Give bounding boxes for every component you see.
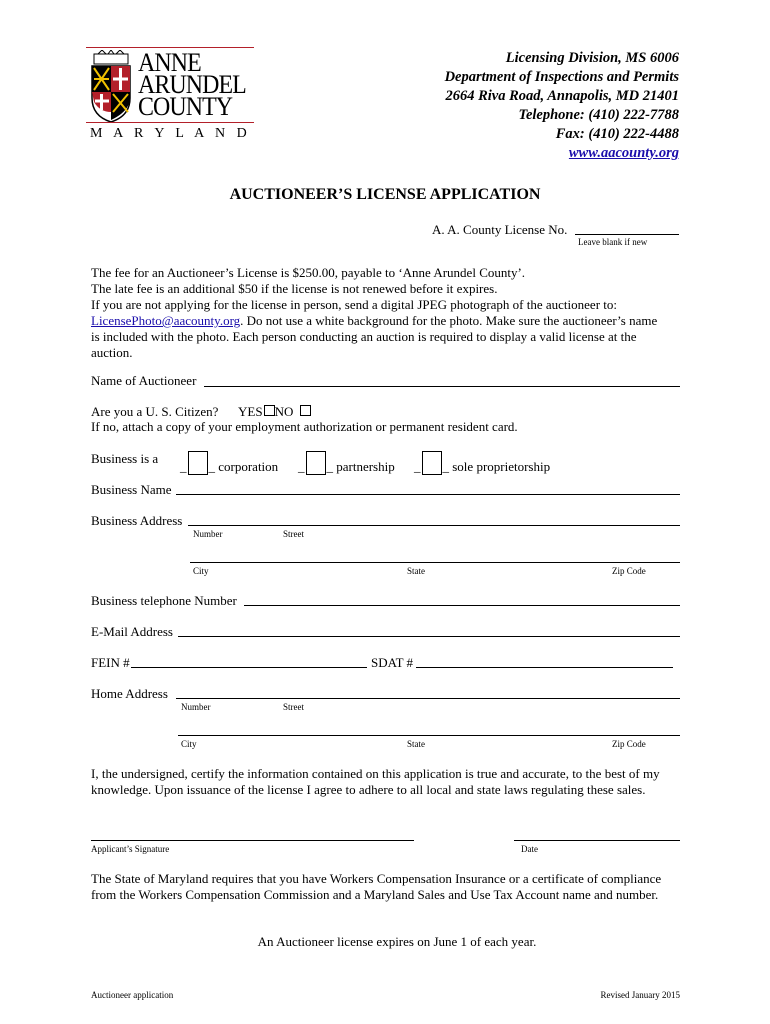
logo-line-county: COUNTY	[138, 92, 233, 121]
footer-left: Auctioneer application	[91, 990, 174, 1000]
license-no-label: A. A. County License No.	[432, 222, 568, 237]
auctioneer-name-field[interactable]	[204, 386, 680, 387]
email-label: E-Mail Address	[91, 624, 173, 639]
sole-proprietorship-label: sole proprietorship	[452, 459, 551, 474]
email-field[interactable]	[178, 636, 680, 637]
business-type-partnership: _ _ partnership	[298, 451, 395, 475]
citizen-question: Are you a U. S. Citizen?	[91, 404, 219, 419]
intro-late-fee: The late fee is an additional $50 if the license is not renewed before it expires.	[91, 281, 498, 296]
certification-line-1: I, the undersigned, certify the information contained on this application is true and accurate, to the best of my	[91, 766, 660, 781]
workers-comp-line-1: The State of Maryland requires that you have Workers Compensation Insurance or a certificate of compliance	[91, 871, 662, 886]
no-checkbox[interactable]	[300, 405, 311, 416]
intro-background: . Do not use a white background for the photo. Make sure the auctioneer’s name	[240, 313, 658, 328]
business-address-city-caption: City	[193, 566, 209, 576]
header-street: 2664 Riva Road, Annapolis, MD 21401	[445, 88, 679, 104]
auctioneer-name-label: Name of Auctioneer	[91, 373, 197, 388]
business-address-street-field[interactable]	[188, 525, 680, 526]
home-address-number-caption: Number	[181, 702, 211, 712]
date-caption: Date	[521, 844, 538, 854]
business-type-corporation: _ _ corporation	[180, 451, 278, 475]
business-address-label: Business Address	[91, 513, 183, 528]
header-department: Department of Inspections and Permits	[444, 69, 679, 85]
county-seal-icon	[88, 50, 134, 124]
corporation-checkbox[interactable]	[188, 451, 208, 475]
header-address	[279, 49, 679, 163]
citizen-options	[238, 404, 311, 420]
business-phone-field[interactable]	[244, 605, 680, 606]
corporation-label: corporation	[218, 459, 279, 474]
yes-checkbox[interactable]	[264, 405, 275, 416]
home-address-label: Home Address	[91, 686, 168, 701]
header-division: Licensing Division, MS 6006	[505, 50, 679, 66]
signature-field[interactable]	[91, 840, 414, 841]
home-address-state-caption: State	[407, 739, 425, 749]
business-address-number-caption: Number	[193, 529, 223, 539]
sdat-field[interactable]	[416, 667, 673, 668]
no-label: NO	[274, 404, 294, 419]
home-address-street-field[interactable]	[176, 698, 680, 699]
partnership-label: partnership	[336, 459, 395, 474]
business-type-sole: _ _ sole proprietorship	[414, 451, 550, 475]
yes-label: YES	[238, 404, 263, 419]
intro-auction: auction.	[91, 345, 133, 360]
date-field[interactable]	[514, 840, 680, 841]
footer-right: Revised January 2015	[600, 990, 680, 1000]
workers-comp-line-2: from the Workers Compensation Commission and a Maryland Sales and Use Tax Account name and number.	[91, 887, 659, 902]
intro-photo: If you are not applying for the license in person, send a digital JPEG photograph of the auctioneer to:	[91, 297, 617, 312]
business-address-city-field[interactable]	[190, 562, 680, 563]
business-phone-label: Business telephone Number	[91, 593, 237, 608]
license-no-note: Leave blank if new	[578, 237, 648, 247]
business-name-field[interactable]	[176, 494, 680, 495]
page-title: AUCTIONEER’S LICENSE APPLICATION	[229, 186, 541, 203]
intro-display: is included with the photo. Each person conducting an auction is required to display a valid license at the	[91, 329, 637, 344]
certification-text	[91, 766, 701, 798]
expiry-note: An Auctioneer license expires on June 1 of each year.	[257, 934, 537, 949]
logo-bottom-rule	[86, 122, 254, 123]
home-address-city-field[interactable]	[178, 735, 680, 736]
county-logo	[86, 44, 258, 144]
intro-text	[91, 265, 691, 361]
home-address-city-caption: City	[181, 739, 197, 749]
citizen-note: If no, attach a copy of your employment authorization or permanent resident card.	[91, 419, 518, 434]
logo-line-arundel: ARUNDEL	[138, 70, 246, 99]
business-address-street-caption: Street	[283, 529, 304, 539]
business-address-zip-caption: Zip Code	[612, 566, 646, 576]
intro-fee: The fee for an Auctioneer’s License is $250.00, payable to ‘Anne Arundel County’.	[91, 265, 526, 280]
website-link[interactable]: www.aacounty.org	[568, 145, 679, 161]
header-fax: Fax: (410) 222-4488	[555, 126, 679, 142]
sdat-label: SDAT #	[371, 655, 414, 670]
business-name-label: Business Name	[91, 482, 172, 497]
home-address-zip-caption: Zip Code	[612, 739, 646, 749]
partnership-checkbox[interactable]	[306, 451, 326, 475]
license-no-field[interactable]	[575, 234, 679, 235]
header-telephone: Telephone: (410) 222-7788	[518, 107, 679, 123]
logo-line-anne: ANNE	[138, 48, 201, 77]
fein-field[interactable]	[131, 667, 367, 668]
business-address-state-caption: State	[407, 566, 425, 576]
certification-line-2: knowledge. Upon issuance of the license I agree to adhere to all local and state laws regulating these sales.	[91, 782, 646, 797]
signature-caption: Applicant’s Signature	[91, 844, 170, 854]
fein-label: FEIN #	[91, 655, 130, 670]
home-address-street-caption: Street	[283, 702, 304, 712]
sole-proprietorship-checkbox[interactable]	[422, 451, 442, 475]
business-type-label: Business is a	[91, 451, 159, 466]
photo-email-link[interactable]: LicensePhoto@aacounty.org	[91, 313, 241, 328]
workers-comp-text	[91, 871, 711, 903]
logo-state: M A R Y L A N D	[90, 126, 251, 141]
